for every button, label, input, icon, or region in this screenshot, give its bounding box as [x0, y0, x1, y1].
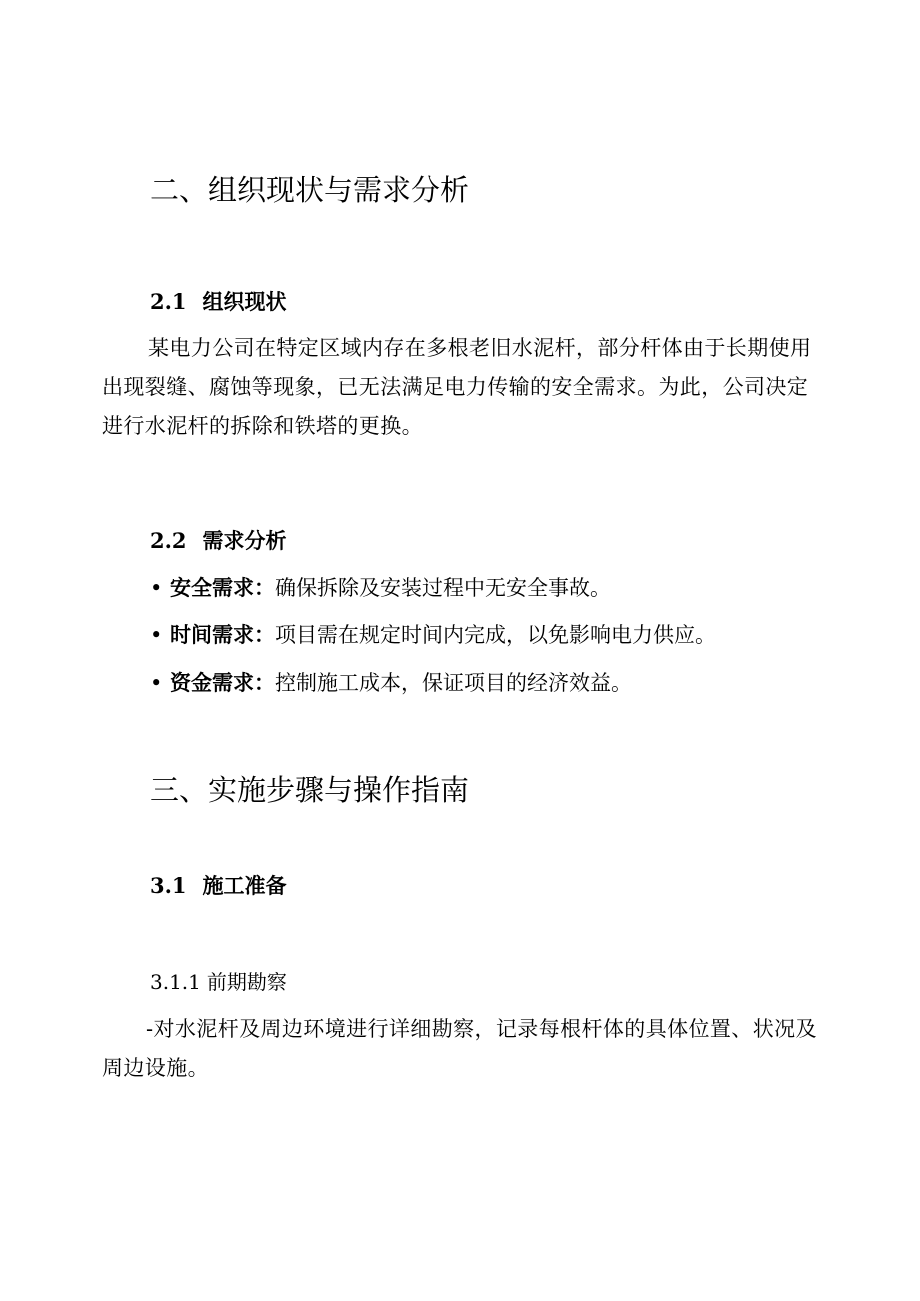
bullet-text: 项目需在规定时间内完成，以免影响电力供应。 [275, 623, 716, 647]
section-3-heading: 三、实施步骤与操作指南 [150, 773, 470, 807]
section-3-1-1-title: 前期勘察 [206, 970, 287, 994]
bullet-key: 资金需求： [170, 670, 275, 695]
section-3-1-number: 3.1 [150, 873, 187, 898]
section-2-1-number: 2.1 [150, 289, 187, 314]
section-2-2-number: 2.2 [150, 528, 187, 553]
section-2-1-heading [150, 288, 287, 316]
section-3-1-title: 施工准备 [202, 873, 287, 898]
section-2-heading: 二、组织现状与需求分析 [150, 173, 470, 207]
section-2-2-heading [150, 527, 287, 555]
section-2-1-paragraph: 某电力公司在特定区域内存在多根老旧水泥杆，部分杆体由于长期使用出现裂缝、腐蚀等现象，已无法满足电力传输的安全需求。为此，公司决定进行水泥杆的拆除和铁塔的更换。 [102, 336, 812, 438]
section-3-1-1-heading [150, 968, 287, 996]
bullet-dot-icon: • [150, 623, 163, 647]
bullet-key: 时间需求： [170, 622, 275, 647]
bullet-key: 安全需求： [170, 575, 275, 600]
bullet-dot-icon: • [150, 671, 163, 695]
section-2-2-title: 需求分析 [202, 528, 287, 553]
section-3-1-heading [150, 872, 287, 900]
section-2-1-title: 组织现状 [202, 289, 287, 314]
bullet-item-funding [150, 669, 632, 697]
bullet-item-safety [150, 574, 611, 602]
section-3-1-1-paragraph: -对水泥杆及周边环境进行详细勘察，记录每根杆体的具体位置、状况及周边设施。 [102, 1017, 817, 1080]
bullet-item-time [150, 621, 716, 649]
bullet-dot-icon: • [150, 576, 163, 600]
bullet-text: 确保拆除及安装过程中无安全事故。 [275, 576, 611, 600]
bullet-text: 控制施工成本，保证项目的经济效益。 [275, 671, 632, 695]
section-3-1-1-number: 3.1.1 [150, 970, 201, 994]
